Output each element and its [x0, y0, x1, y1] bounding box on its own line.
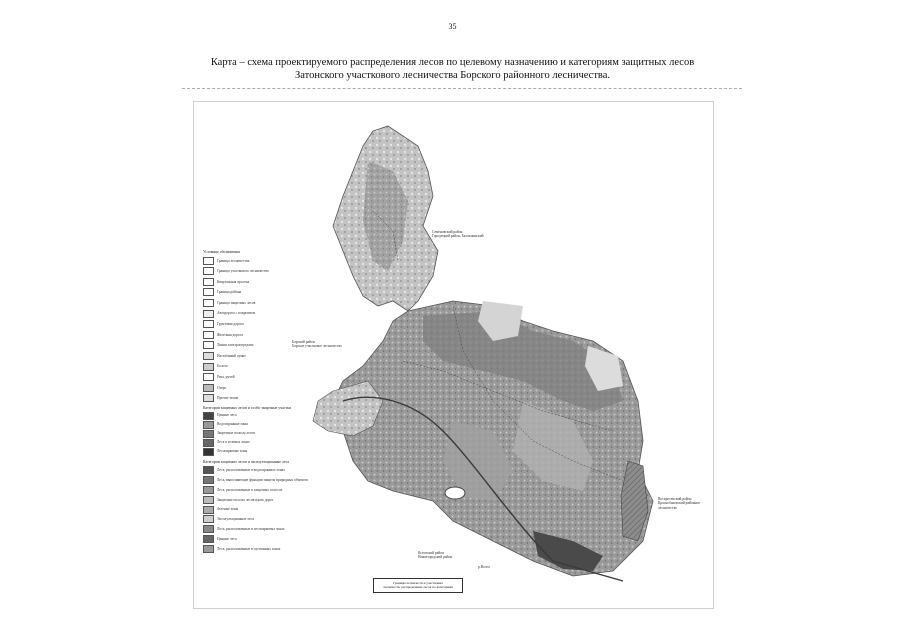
- legend-swatch: [203, 288, 214, 296]
- legend-item: [203, 495, 363, 505]
- legend-item-label: Граница участкового лесничества: [217, 269, 269, 274]
- legend-item: [203, 466, 363, 476]
- legend-item-label: Грунтовая дорога: [217, 322, 244, 327]
- legend-item-label: Прочие земли: [217, 396, 239, 401]
- legend-swatch: [203, 363, 214, 371]
- legend-item: [203, 485, 363, 495]
- legend-swatch: [203, 278, 214, 286]
- legend-item-label: Железная дорога: [217, 332, 243, 337]
- legend-item-label: Леса, расположенные в защитных полосах: [217, 487, 283, 492]
- legend-swatch: [203, 331, 214, 339]
- legend-item-label: Лесопарковые зоны: [217, 449, 248, 454]
- legend-swatch: [203, 496, 214, 504]
- legend-swatch: [203, 257, 214, 265]
- legend-item-label: Леса в зеленых зонах: [217, 440, 250, 445]
- legend-item: [203, 505, 363, 515]
- legend-swatch: [203, 320, 214, 328]
- legend-swatch: [203, 394, 214, 402]
- label-south-district: Кстовский район Нижегородский район: [418, 551, 453, 560]
- legend-item: [203, 438, 363, 447]
- legend-item-label: Эксплуатационные леса: [217, 517, 254, 522]
- legend-heading: Условные обозначения: [203, 250, 240, 254]
- legend-item-label: Озеро: [217, 385, 227, 390]
- legend-item: [203, 361, 363, 372]
- legend-item-label: Населённый пункт: [217, 353, 246, 358]
- label-river: р.Волга: [478, 565, 490, 569]
- legend-swatch: [203, 525, 214, 533]
- legend-item-label: Квартальная просека: [217, 279, 250, 284]
- legend-swatch: [203, 310, 214, 318]
- legend-section-3: [203, 466, 363, 554]
- legend-item-label: Граница защитных лесов: [217, 300, 256, 305]
- legend-item-label: Леса, расположенные в лесопарковых зонах: [217, 527, 285, 531]
- legend-swatch: [203, 341, 214, 349]
- legend-swatch: [203, 439, 214, 447]
- legend-swatch: [203, 506, 214, 514]
- map-legend: [203, 248, 363, 554]
- legend-swatch: [203, 384, 214, 392]
- legend-item: [203, 298, 363, 309]
- legend-item: [203, 475, 363, 485]
- legend-item-label: Река, ручей: [217, 375, 235, 380]
- map-note-box: Границы лесничеств и участковых лесничеств, распределение лесов по категориям: [373, 578, 463, 593]
- legend-item: [203, 429, 363, 438]
- legend-item: [203, 447, 363, 456]
- page-number: 35: [448, 22, 457, 31]
- legend-item: [203, 383, 363, 394]
- legend-swatch: [203, 352, 214, 360]
- legend-swatch: [203, 448, 214, 456]
- legend-item-label: Леса, расположенные в водоохранных зонах: [217, 468, 286, 473]
- legend-swatch: [203, 421, 214, 429]
- legend-item-label: Линия электропередачи: [217, 343, 254, 348]
- legend-item: [203, 515, 363, 525]
- legend-item: [203, 340, 363, 351]
- legend-swatch: [203, 486, 214, 494]
- legend-item: [203, 266, 363, 277]
- legend-section-2: [203, 411, 363, 456]
- legend-swatch: [203, 535, 214, 543]
- legend-item-label: Зеленые зоны: [217, 507, 239, 512]
- legend-section-1: [203, 255, 363, 403]
- legend-swatch: [203, 515, 214, 523]
- legend-item: [203, 372, 363, 383]
- label-west-district: Борский район Борское участковое лесничество: [292, 340, 342, 349]
- legend-swatch: [203, 476, 214, 484]
- legend-item: [203, 524, 363, 534]
- legend-item: [203, 308, 363, 319]
- legend-item: [203, 411, 363, 420]
- legend-item: [203, 330, 363, 341]
- legend-section-2-heading: Категории защитных лесов и особо защитные участки: [203, 405, 291, 410]
- legend-section-3-heading: Категории защитных лесов и эксплуатационные леса: [203, 460, 290, 465]
- legend-swatch: [203, 412, 214, 420]
- legend-item-label: Ценные леса: [217, 413, 237, 418]
- legend-swatch: [203, 545, 214, 553]
- legend-swatch: [203, 466, 214, 474]
- title-line-2: Затонского участкового лесничества Борского районного лесничества.: [294, 70, 611, 81]
- legend-item: [203, 420, 363, 429]
- label-east-district: Воскресенский район Краснобаковский районное лесничество: [658, 497, 701, 510]
- legend-swatch: [203, 373, 214, 381]
- title-separator: [182, 88, 742, 89]
- legend-item-label: Болото: [217, 364, 228, 369]
- legend-item-label: Ценные леса: [217, 536, 237, 541]
- legend-item: [203, 534, 363, 544]
- legend-item: [203, 393, 363, 404]
- legend-item-label: Леса, выполняющие функции защиты природных объектов: [217, 478, 308, 483]
- legend-item: [203, 351, 363, 362]
- legend-item-label: Леса, расположенные в пустынных зонах: [217, 546, 281, 551]
- legend-item: [203, 319, 363, 330]
- title-line-1: Карта – схема проектируемого распределения лесов по целевому назначению и категориям защитных лесов: [210, 57, 695, 68]
- legend-swatch: [203, 267, 214, 275]
- legend-item: [203, 255, 363, 266]
- label-north-district: Семёновский район Городецкий район, Балахнинский: [432, 230, 484, 239]
- legend-item-label: Граница района: [217, 290, 242, 295]
- legend-swatch: [203, 430, 214, 438]
- legend-item-label: Граница лесничества: [217, 258, 250, 263]
- legend-item-label: Запретные полосы лесов: [217, 431, 255, 436]
- legend-item: [203, 287, 363, 298]
- legend-item-label: Водоохранные зоны: [217, 422, 248, 427]
- legend-item-label: Защитные полосы лесов вдоль дорог: [217, 497, 274, 502]
- legend-item-label: Автодорога с покрытием: [217, 311, 256, 316]
- legend-item: [203, 277, 363, 288]
- legend-item: [203, 544, 363, 554]
- legend-swatch: [203, 299, 214, 307]
- map-title: [150, 56, 755, 82]
